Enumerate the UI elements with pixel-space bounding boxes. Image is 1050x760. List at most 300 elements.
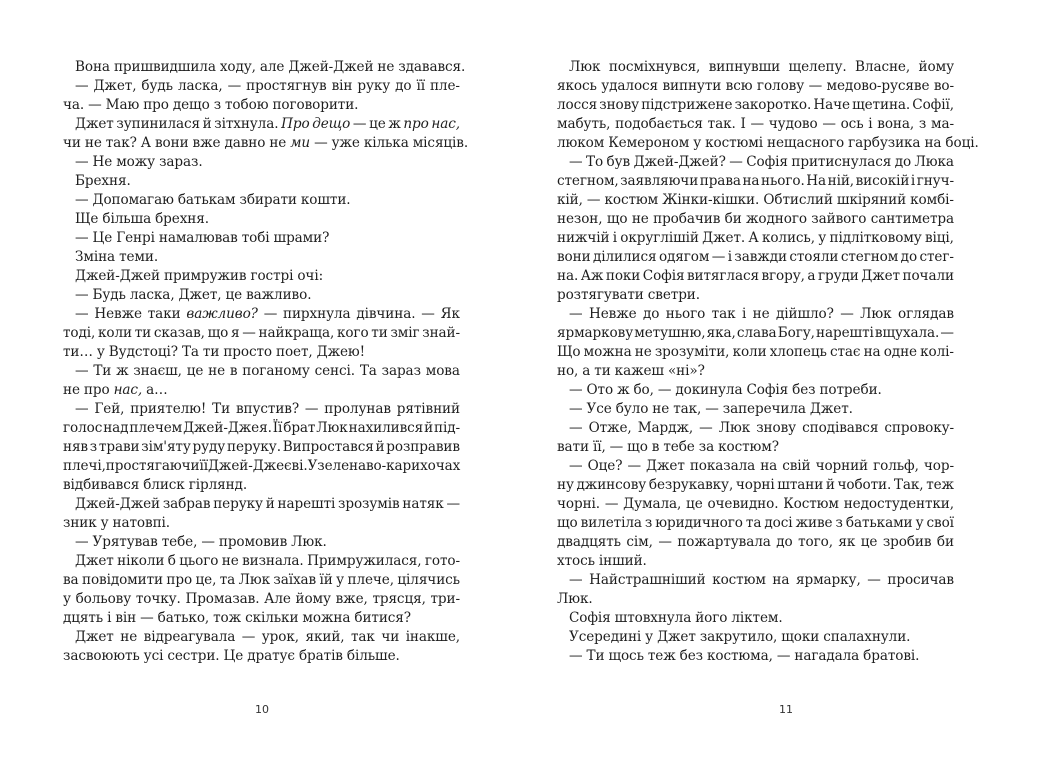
word: На (806, 173, 827, 189)
text-line (63, 324, 460, 343)
word: удалося (601, 78, 659, 94)
word: Джет. (809, 401, 853, 417)
word: жодного (746, 211, 807, 227)
word: під- (433, 420, 460, 436)
word: Це (92, 230, 113, 246)
word: знову (599, 97, 640, 113)
text-line (63, 229, 460, 248)
word: заявляючи (620, 173, 699, 189)
word: Обтислий (763, 192, 833, 208)
page-text (557, 58, 979, 678)
word: віці, (924, 230, 954, 246)
word: зайвого (811, 211, 867, 227)
word: — (241, 629, 256, 645)
word: не (377, 59, 395, 75)
word: подобається (615, 116, 703, 132)
word: свої (926, 515, 954, 531)
word: не (63, 382, 80, 398)
word: спровоку- (884, 420, 954, 436)
word: почали (902, 268, 954, 284)
word: Люк (238, 572, 270, 588)
word: очевидно. (707, 496, 779, 512)
word: гірлянд. (188, 477, 248, 493)
word: до (900, 249, 918, 265)
text-line (63, 286, 460, 305)
word: інакше, (405, 629, 460, 645)
word: — (569, 306, 583, 322)
word: бо, (633, 382, 654, 398)
text-line (557, 647, 954, 666)
word: — (627, 458, 641, 474)
text-line (63, 628, 460, 647)
text-line (63, 609, 460, 628)
text-line (63, 438, 460, 457)
word: мабуть, (557, 116, 611, 132)
word: що (627, 439, 648, 455)
word: Джет (657, 629, 696, 645)
word: впустив? (235, 401, 300, 417)
word: не (752, 306, 770, 322)
word: на (863, 344, 881, 360)
word: зім'яту (141, 439, 191, 455)
text-line (557, 248, 954, 267)
word: перуку. (227, 439, 281, 455)
word: й (265, 496, 275, 512)
word: ти (371, 325, 388, 341)
word: Та (181, 344, 199, 360)
word: битися? (354, 610, 411, 626)
text-line (557, 210, 954, 229)
book-page-right (557, 58, 979, 678)
word: сім, (626, 534, 653, 550)
word: округлішій (620, 230, 699, 246)
word: трясця, (372, 591, 426, 607)
word: чоботи. (837, 477, 892, 493)
word: — (657, 382, 672, 398)
word: Люка (914, 154, 954, 170)
word: що (557, 515, 578, 531)
word: Джей-Джеєві. (207, 458, 308, 474)
word: з (835, 515, 843, 531)
word: всю (725, 78, 753, 94)
word: Люк (569, 59, 601, 75)
word: теж (926, 477, 954, 493)
word: незон, (557, 211, 603, 227)
word: б (167, 553, 176, 569)
word: У (307, 458, 318, 474)
word: її (416, 78, 425, 94)
word: ну (557, 477, 574, 493)
word: — (569, 382, 583, 398)
word: стегном, (557, 173, 619, 189)
word: знову (756, 420, 797, 436)
word: і (741, 306, 747, 322)
word: зупинилася (116, 116, 200, 132)
word: тобою (225, 97, 269, 113)
word: сказав, (153, 325, 205, 341)
word: Софія (746, 382, 789, 398)
text-line (63, 305, 460, 324)
word: у (100, 515, 109, 531)
word: було (615, 401, 649, 417)
word: Промазав. (185, 591, 260, 607)
word: з (89, 439, 98, 455)
word: живе (795, 515, 833, 531)
word: знаєш, (133, 363, 182, 379)
word: у (96, 344, 105, 360)
word: зараз. (159, 154, 203, 170)
word: ласка, (129, 287, 175, 303)
word: — (776, 648, 791, 664)
word: без (679, 648, 703, 664)
text-line (63, 457, 460, 476)
word: хлопець (769, 344, 827, 360)
word: про (166, 572, 193, 588)
word: зрозумів (338, 496, 400, 512)
word: важливо? (186, 306, 258, 322)
word: ва (63, 572, 79, 588)
word: ходу, (219, 59, 256, 75)
word: знай- (422, 325, 460, 341)
word: у (818, 230, 827, 246)
word: сантиметра (870, 211, 954, 227)
word: визнала. (242, 553, 304, 569)
text-line (63, 400, 460, 419)
word: ній, (827, 173, 854, 189)
word: цілячись (397, 572, 460, 588)
word: що (207, 325, 229, 341)
word: з (644, 515, 653, 531)
word: про (83, 382, 110, 398)
word: больову (75, 591, 132, 607)
text-line (557, 590, 954, 609)
word: Люк (316, 420, 348, 436)
word: до (642, 306, 660, 322)
text-line (63, 476, 460, 495)
word: давно (224, 135, 266, 151)
word: її (199, 458, 208, 474)
word: не (208, 363, 226, 379)
word: — (940, 325, 954, 341)
word: Не (92, 154, 113, 170)
word: Софія (569, 610, 611, 626)
word: — (227, 78, 242, 94)
word: Мардж, (637, 420, 694, 436)
word: і (910, 173, 916, 189)
word: так? (105, 135, 137, 151)
word: голос (63, 420, 103, 436)
word: — (75, 78, 89, 94)
word: — (867, 572, 881, 588)
word: комбі- (910, 192, 954, 208)
word: був (606, 154, 631, 170)
text-line (557, 628, 954, 647)
word: їй (319, 572, 333, 588)
word: А (140, 135, 151, 151)
word: би (724, 211, 742, 227)
word: вщухала. (874, 325, 940, 341)
text-line (557, 191, 954, 210)
word: — (729, 154, 743, 170)
word: Костюм (783, 496, 839, 512)
word: нарешті (277, 496, 336, 512)
word: спалахнули. (823, 629, 911, 645)
word: плече, (347, 572, 394, 588)
word: забрав (162, 496, 211, 512)
word: просичав (887, 572, 954, 588)
word: — (242, 325, 256, 341)
word: Люк. (291, 534, 327, 550)
text-line (63, 514, 460, 533)
word: — (75, 230, 89, 246)
word: зараз (381, 363, 421, 379)
word: Випростався (282, 439, 374, 455)
word: що (606, 211, 628, 227)
word: ти… (63, 344, 93, 360)
word: просто (223, 344, 272, 360)
word: — (658, 534, 672, 550)
text-line (557, 381, 954, 400)
word: в (229, 363, 238, 379)
word: боці. (945, 135, 979, 151)
word: я (231, 325, 240, 341)
word: не (631, 211, 649, 227)
book-page-left (63, 58, 469, 678)
word: він (115, 610, 137, 626)
word: пришвидшила (113, 59, 216, 75)
word: якось (557, 78, 597, 94)
word: і (107, 610, 112, 626)
word: руду (192, 439, 226, 455)
word: кажеш (614, 363, 664, 379)
word: на (760, 458, 778, 474)
word: А (748, 230, 759, 246)
word: вати (557, 439, 589, 455)
word: штовхнула (614, 610, 692, 626)
word: Джет (861, 268, 900, 284)
word: Софія (746, 154, 788, 170)
text-line (557, 134, 979, 153)
text-line (557, 229, 954, 248)
word: чорний (815, 458, 869, 474)
word: рятівний (396, 401, 460, 417)
word: братові. (863, 648, 920, 664)
word: таки (147, 306, 181, 322)
word: нахилився (348, 420, 424, 436)
word: — (750, 116, 765, 132)
word: нижчій (557, 230, 610, 246)
word: здавався. (398, 59, 466, 75)
text-line (63, 191, 460, 210)
word: Ото (586, 382, 614, 398)
word: приятелю! (130, 401, 207, 417)
word: не (84, 135, 102, 151)
word: нього. (761, 173, 805, 189)
word: яка, (706, 325, 736, 341)
text-line (63, 590, 460, 609)
text-line (63, 552, 460, 571)
word: Джей-Джей (75, 496, 161, 512)
word: дещо (172, 97, 210, 113)
word: Так, (893, 477, 924, 493)
word: — (569, 154, 583, 170)
text-line (63, 267, 460, 286)
word: а (807, 268, 816, 284)
word: колись, (761, 230, 815, 246)
word: — (586, 192, 601, 208)
word: зрозуміти, (654, 344, 730, 360)
word: Софія (642, 268, 685, 284)
word: — (569, 648, 583, 664)
word: — (569, 572, 583, 588)
word: тобі (241, 230, 270, 246)
word: так. (707, 116, 736, 132)
word: права (699, 173, 741, 189)
word: витяглася (686, 268, 759, 284)
word: відбивався (63, 477, 140, 493)
word: простягаючи (105, 458, 200, 474)
word: шрами? (273, 230, 330, 246)
text-line (63, 381, 460, 400)
word: Ти (586, 648, 605, 664)
word: кілька (363, 135, 409, 151)
word: дратує (247, 648, 295, 664)
word: досі (764, 515, 793, 531)
text-line (557, 362, 954, 381)
word: одне (883, 344, 917, 360)
word: хтось (557, 553, 595, 569)
word: вгору, (761, 268, 805, 284)
text-line (63, 210, 460, 229)
word: тоді, (63, 325, 96, 341)
word: — (822, 116, 836, 132)
text-line (557, 476, 954, 495)
text-line (557, 324, 954, 343)
word: стегном (840, 249, 899, 265)
word: у (693, 135, 702, 151)
word: завжди (734, 249, 787, 265)
word: Джей-Джея. (183, 420, 272, 436)
word: пле- (429, 78, 460, 94)
text-line (557, 58, 954, 77)
word: Її (272, 420, 283, 436)
word: чи (381, 629, 400, 645)
text-line (63, 571, 460, 590)
word: уже (331, 135, 360, 151)
word: а… (146, 382, 168, 398)
word: пирхнула (283, 306, 351, 322)
word: й (424, 420, 434, 436)
word: закоротко. (734, 97, 812, 113)
word: примружив (164, 268, 247, 284)
word: й (825, 477, 835, 493)
text-line (63, 647, 460, 666)
word: Допомагаю (92, 192, 174, 208)
word: медово-русяве (826, 78, 930, 94)
word: «ні»? (667, 363, 705, 379)
word: — (304, 401, 319, 417)
text-line (63, 96, 460, 115)
word: костюм (604, 192, 659, 208)
word: не (269, 135, 287, 151)
word: Люк. (557, 591, 593, 607)
word: усі (143, 648, 164, 664)
word: очах (427, 458, 461, 474)
word: чудово (768, 116, 818, 132)
word: сестри. (167, 648, 220, 664)
word: Джет (75, 629, 114, 645)
text-line (63, 419, 460, 438)
word: ніколи (117, 553, 165, 569)
word: Усе (586, 401, 612, 417)
word: перуку (213, 496, 263, 512)
word: Ще (75, 211, 99, 227)
word: Кемероном (608, 135, 690, 151)
word: би (936, 534, 954, 550)
text-line (557, 495, 954, 514)
word: но, (557, 363, 579, 379)
text-line (557, 533, 954, 552)
word: нас, (113, 382, 143, 398)
text-line (557, 115, 954, 134)
page-number: 10 (255, 703, 269, 716)
word: нагадала (794, 648, 860, 664)
word: три- (430, 591, 460, 607)
word: над (103, 420, 129, 436)
word: у (915, 515, 924, 531)
word: нарешті (816, 325, 874, 341)
text-line (557, 552, 954, 571)
word: — (569, 401, 583, 417)
word: він (331, 78, 353, 94)
word: щелепу. (788, 59, 847, 75)
word: ласка, (177, 78, 223, 94)
word: светри. (647, 287, 700, 303)
word: Примружилася, (307, 553, 422, 569)
word: гарбузика (848, 135, 921, 151)
word: гольф, (873, 458, 919, 474)
text-line (557, 96, 954, 115)
word: Найстрашніший (589, 572, 706, 588)
word: показала (689, 458, 756, 474)
word: у (645, 629, 654, 645)
word: щоки (781, 629, 820, 645)
word: вже (192, 135, 221, 151)
word: оглядав (897, 306, 954, 322)
word: — (75, 154, 89, 170)
word: Зміна (75, 249, 116, 265)
text-line (63, 134, 469, 153)
word: зеленаво-карих (317, 458, 428, 474)
word: більше. (346, 648, 400, 664)
word: Вона (75, 59, 110, 75)
word: Власне, (855, 59, 911, 75)
word: не (221, 553, 239, 569)
word: без (792, 382, 816, 398)
word: щось (608, 648, 644, 664)
word: у (63, 591, 71, 607)
word: ти (202, 344, 220, 360)
word: сенсі. (314, 363, 355, 379)
word: до (894, 154, 912, 170)
word: не (634, 344, 652, 360)
word: ярмаркову (557, 325, 634, 341)
word: — (75, 363, 89, 379)
word: Думала, (623, 496, 682, 512)
word: про (143, 97, 169, 113)
word: Невже (94, 306, 142, 322)
word: свій (782, 458, 811, 474)
